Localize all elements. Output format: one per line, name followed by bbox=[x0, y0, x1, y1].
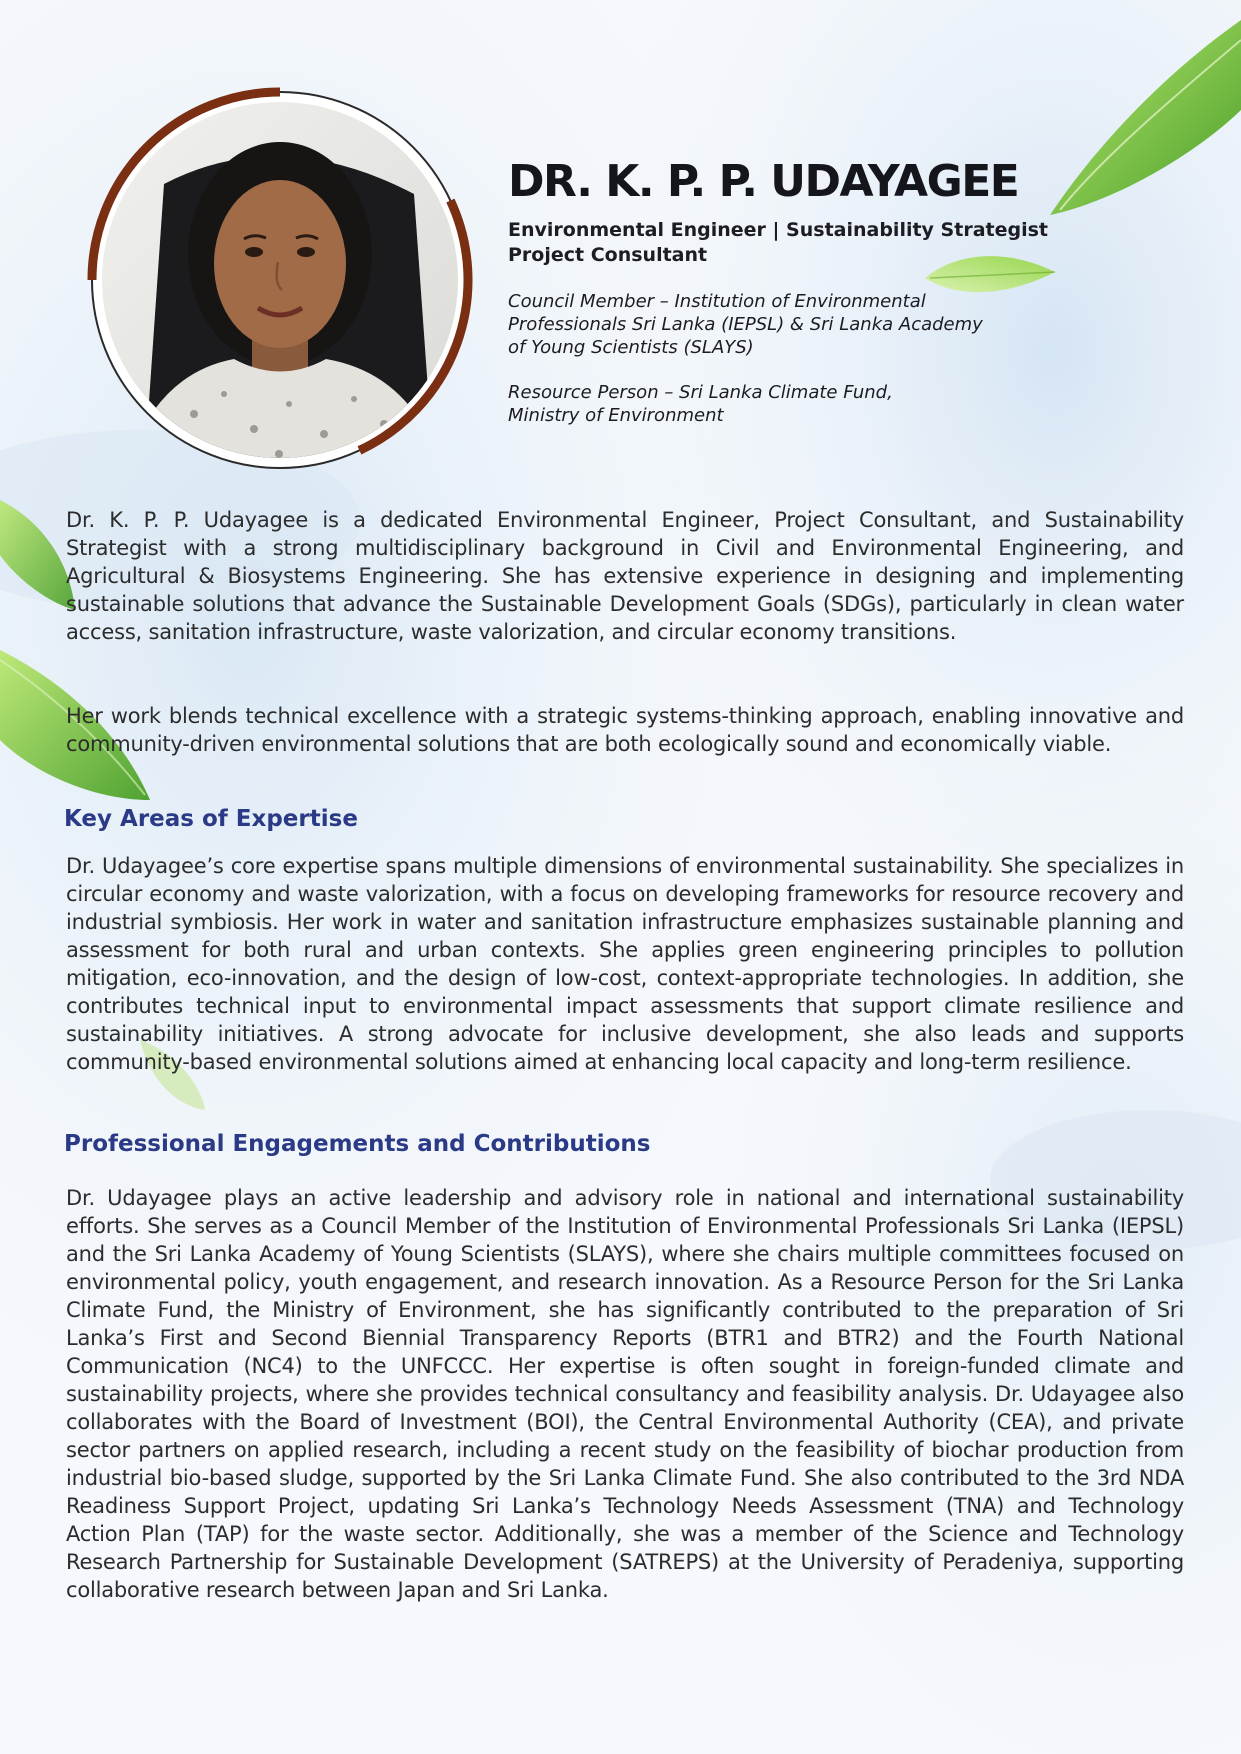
expertise-heading: Key Areas of Expertise bbox=[64, 806, 358, 832]
intro-section bbox=[66, 506, 1184, 646]
intro-section-2 bbox=[66, 702, 1184, 758]
council-line-2: Professionals Sri Lanka (IEPSL) & Sri Lanka Academy bbox=[508, 314, 983, 335]
engagements-heading: Professional Engagements and Contributions bbox=[64, 1131, 651, 1157]
engagements-paragraph: Dr. Udayagee plays an active leadership and advisory role in national and international sustainability efforts. She serves as a Council Member of the Institution of Environmental Professionals Sri Lanka (IEPSL) and the Sri Lanka Academy of Young Scientists (SLAYS), where she chairs multiple committees focused on environmental policy, youth engagement, and research innovation. As a Resource Person for the Sri Lanka Climate Fund, the Ministry of Environment, she has significantly contributed to the preparation of Sri Lanka’s First and Second Biennial Transparency Reports (BTR1 and BTR2) and the Fourth National Communication (NC4) to the UNFCCC. Her expertise is often sought in foreign-funded climate and sustainability projects, where she provides technical consultancy and feasibility analysis. Dr. Udayagee also collaborates with the Board of Investment (BOI), the Central Environmental Authority (CEA), and private sector partners on applied research, including a recent study on the feasibility of biochar production from industrial bio-based sludge, supported by the Sri Lanka Climate Fund. She also contributed to the 3rd NDA Readiness Support Project, updating Sri Lanka’s Technology Needs Assessment (TNA) and Technology Action Plan (TAP) for the waste sector. Additionally, she was a member of the Science and Technology Research Partnership for Sustainable Development (SATREPS) at the University of Peradeniya, supporting collaborative research between Japan and Sri Lanka. bbox=[66, 1186, 1184, 1602]
profile-role-line-1: Environmental Engineer | Sustainability Strategist bbox=[508, 219, 1048, 241]
intro-paragraph-2: Her work blends technical excellence with a strategic systems-thinking approach, enabling innovative and community-driven environmental solutions that are both ecologically sound and economically viable. bbox=[66, 704, 1184, 756]
expertise-section bbox=[66, 852, 1184, 1076]
council-line-3: of Young Scientists (SLAYS) bbox=[508, 337, 754, 358]
council-line-1: Council Member – Institution of Environmental bbox=[508, 291, 926, 312]
profile-portrait bbox=[84, 84, 474, 474]
resource-line-1: Resource Person – Sri Lanka Climate Fund, bbox=[508, 382, 893, 403]
resource-line-2: Ministry of Environment bbox=[508, 405, 724, 426]
profile-header bbox=[508, 156, 1068, 427]
profile-role-line-2: Project Consultant bbox=[508, 244, 708, 266]
engagements-section bbox=[66, 1184, 1184, 1604]
intro-paragraph-1: Dr. K. P. P. Udayagee is a dedicated Environmental Engineer, Project Consultant, and Sustainability Strategist with a strong multidisciplinary background in Civil and Environmental Engineering, and Agricultural & Biosystems Engineering. She has extensive experience in designing and implementing sustainable solutions that advance the Sustainable Development Goals (SDGs), particularly in clean water access, sanitation infrastructure, waste valorization, and circular economy transitions. bbox=[66, 508, 1184, 644]
profile-name: DR. K. P. P. UDAYAGEE bbox=[508, 156, 1019, 207]
expertise-paragraph: Dr. Udayagee’s core expertise spans multiple dimensions of environmental sustainability. She specializes in circular economy and waste valorization, with a focus on developing frameworks for resource recovery and industrial symbiosis. Her work in water and sanitation infrastructure emphasizes sustainable planning and assessment for both rural and urban contexts. She applies green engineering principles to pollution mitigation, eco-innovation, and the design of low-cost, context-appropriate technologies. In addition, she contributes technical input to environmental impact assessments that support climate resilience and sustainability initiatives. A strong advocate for inclusive development, she also leads and supports community-based environmental solutions aimed at enhancing local capacity and long-term resilience. bbox=[66, 854, 1184, 1074]
